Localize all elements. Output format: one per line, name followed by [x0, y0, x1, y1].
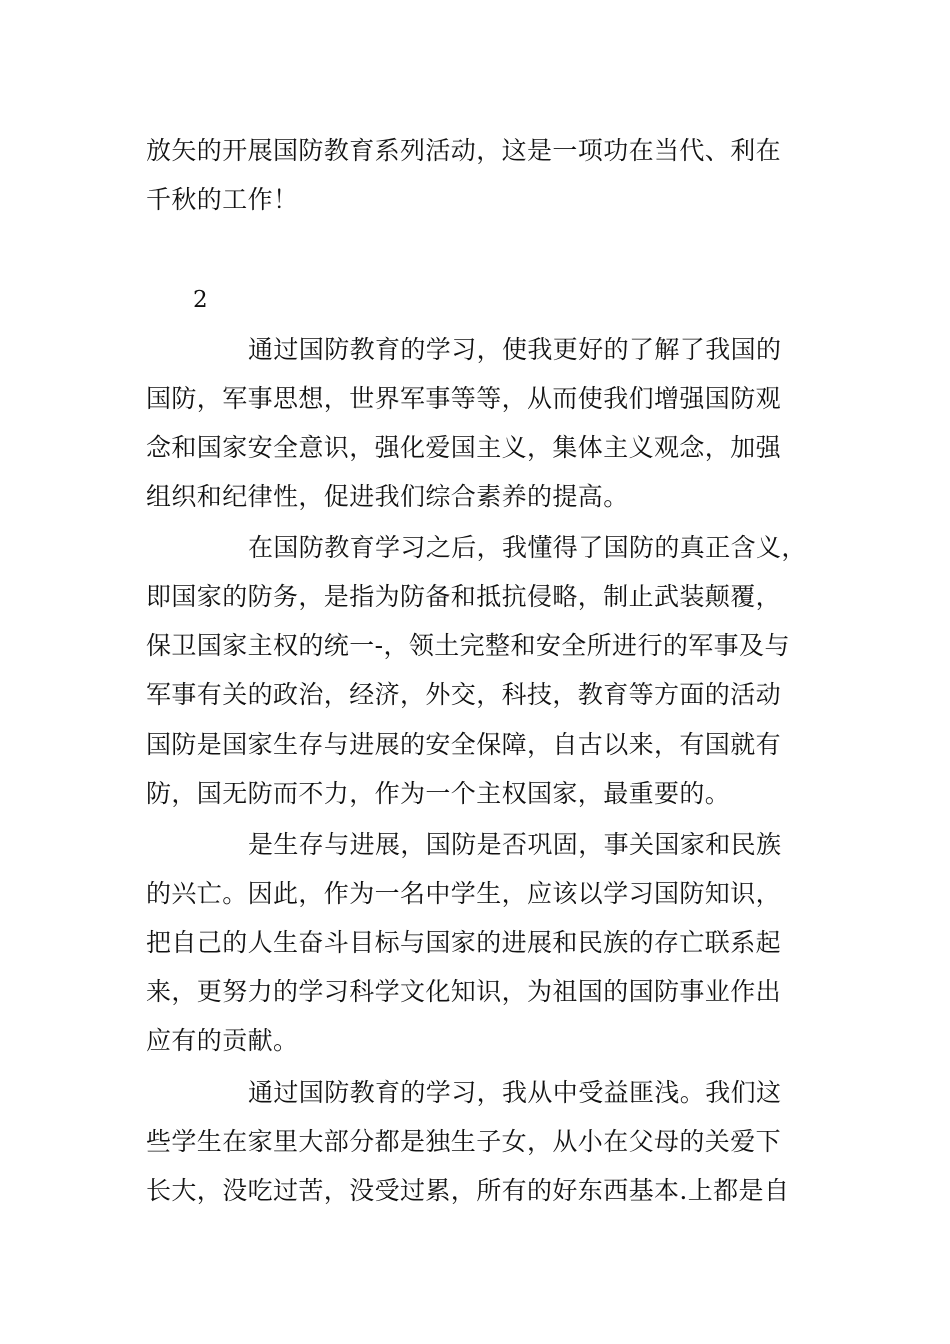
text-line: 把自己的人生奋斗目标与国家的进展和民族的存亡联系起 — [146, 928, 782, 957]
text-line: 组织和纪律性，促进我们综合素养的提高。 — [146, 482, 629, 511]
text-line: 是生存与进展，国防是否巩固，事关国家和民族 — [248, 830, 782, 859]
text-line: 通过国防教育的学习，使我更好的了解了我国的 — [248, 335, 782, 364]
text-line: 国防是国家生存与进展的安全保障，自古以来，有国就有 — [146, 730, 782, 759]
text-line: 国防，军事思想，世界军事等等，从而使我们增强国防观 — [146, 384, 782, 413]
text-line: 即国家的防务，是指为防备和抵抗侵略，制止武装颠覆， — [146, 582, 782, 611]
text-line: 长大，没吃过苦，没受过累，所有的好东西基本.上都是自 — [146, 1176, 790, 1205]
text-line: 千秋的工作！ — [146, 185, 299, 214]
text-line: 放矢的开展国防教育系列活动，这是一项功在当代、利在 — [146, 136, 782, 165]
text-line: 防，国无防而不力，作为一个主权国家，最重要的。 — [146, 779, 731, 808]
text-line: 来，更努力的学习科学文化知识，为祖国的国防事业作出 — [146, 977, 782, 1006]
text-line: 念和国家安全意识，强化爱国主义，集体主义观念，加强 — [146, 433, 782, 462]
text-line: 保卫国家主权的统一-，领土完整和安全所进行的军事及与 — [146, 631, 790, 660]
text-line: 的兴亡。因此，作为一名中学生，应该以学习国防知识， — [146, 879, 782, 908]
text-line: 军事有关的政治，经济，外交，科技，教育等方面的活动 — [146, 680, 782, 709]
text-line: 在国防教育学习之后，我懂得了国防的真正含义， — [248, 533, 807, 562]
text-line: 通过国防教育的学习，我从中受益匪浅。我们这 — [248, 1078, 782, 1107]
page-number: 2 — [193, 287, 208, 313]
text-line: 些学生在家里大部分都是独生子女，从小在父母的关爱下 — [146, 1127, 782, 1156]
text-line: 应有的贡献。 — [146, 1026, 299, 1055]
